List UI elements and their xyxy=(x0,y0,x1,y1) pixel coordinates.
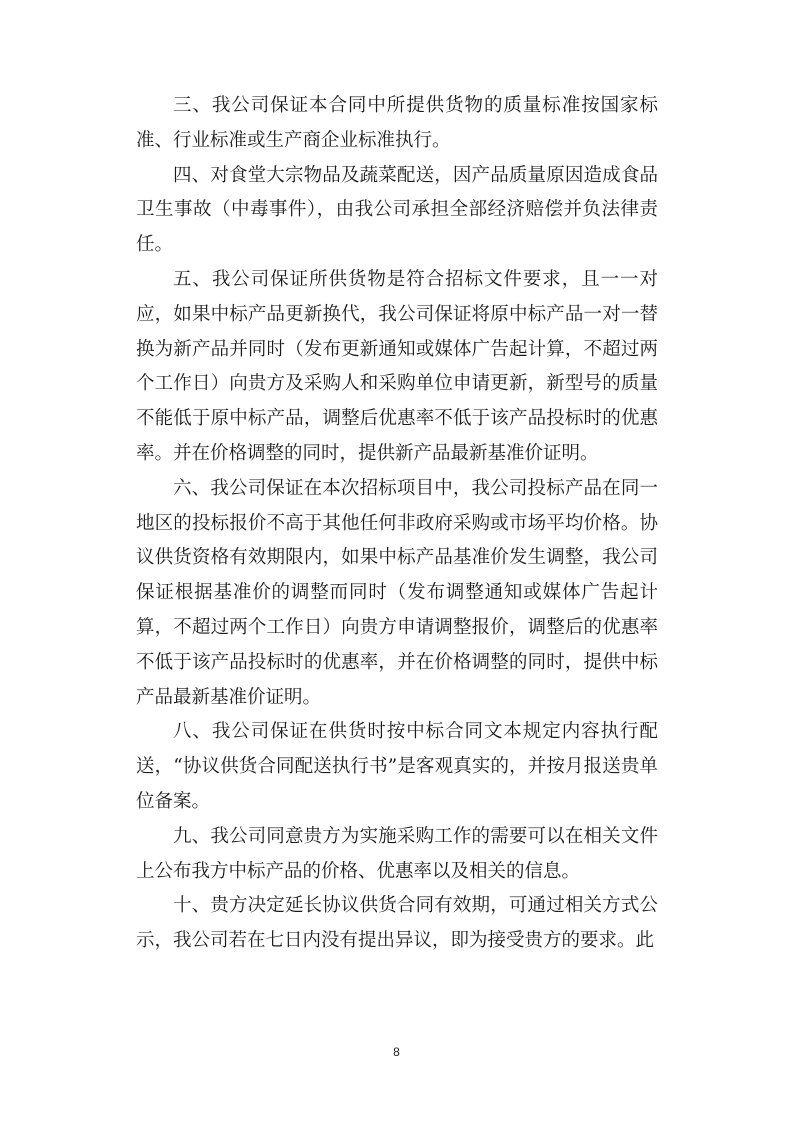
paragraph-3: 三、我公司保证本合同中所提供货物的质量标准按国家标准、行业标准或生产商企业标准执行。 xyxy=(136,95,658,151)
paragraph-9: 九、我公司同意贵方为实施采购工作的需要可以在相关文件上公布我方中标产品的价格、优惠率以及相关的信息。 xyxy=(136,825,658,882)
paragraph-6: 六、我公司保证在本次招标项目中，我公司投标产品在同一地区的投标报价不高于其他任何非政府采购或市场平均价格。协议供货资格有效期限内，如果中标产品基准价发生调整，我公司保证根据基准价的调整而同时（发布调整通知或媒体广告起计算，不超过两个工作日）向贵方申请调整报价，调整后的优惠率不低于该产品投标时的优惠率，并在价格调整的同时，提供中标产品最新基准价证明。 xyxy=(136,477,658,708)
paragraph-4: 四、对食堂大宗物品及蔬菜配送，因产品质量原因造成食品卫生事故（中毒事件），由我公司承担全部经济赔偿并负法律责任。 xyxy=(136,164,658,256)
paragraph-10: 十、贵方决定延长协议供货合同有效期，可通过相关方式公示，我公司若在七日内没有提出异议，即为接受贵方的要求。此 xyxy=(136,895,658,952)
page-number: 8 xyxy=(393,1045,400,1059)
paragraph-8: 八、我公司保证在供货时按中标合同文本规定内容执行配送，“协议供货合同配送执行书”是客观真实的，并按月报送贵单位备案。 xyxy=(136,721,658,812)
paragraph-5: 五、我公司保证所供货物是符合招标文件要求，且一一对应，如果中标产品更新换代，我公司保证将原中标产品一对一替换为新产品并同时（发布更新通知或媒体广告起计算，不超过两个工作日）向贵方及采购人和采购单位申请更新，新型号的质量不能低于原中标产品，调整后优惠率不低于该产品投标时的优惠率。并在价格调整的同时，提供新产品最新基准价证明。 xyxy=(136,268,658,464)
body-text xyxy=(136,89,658,959)
